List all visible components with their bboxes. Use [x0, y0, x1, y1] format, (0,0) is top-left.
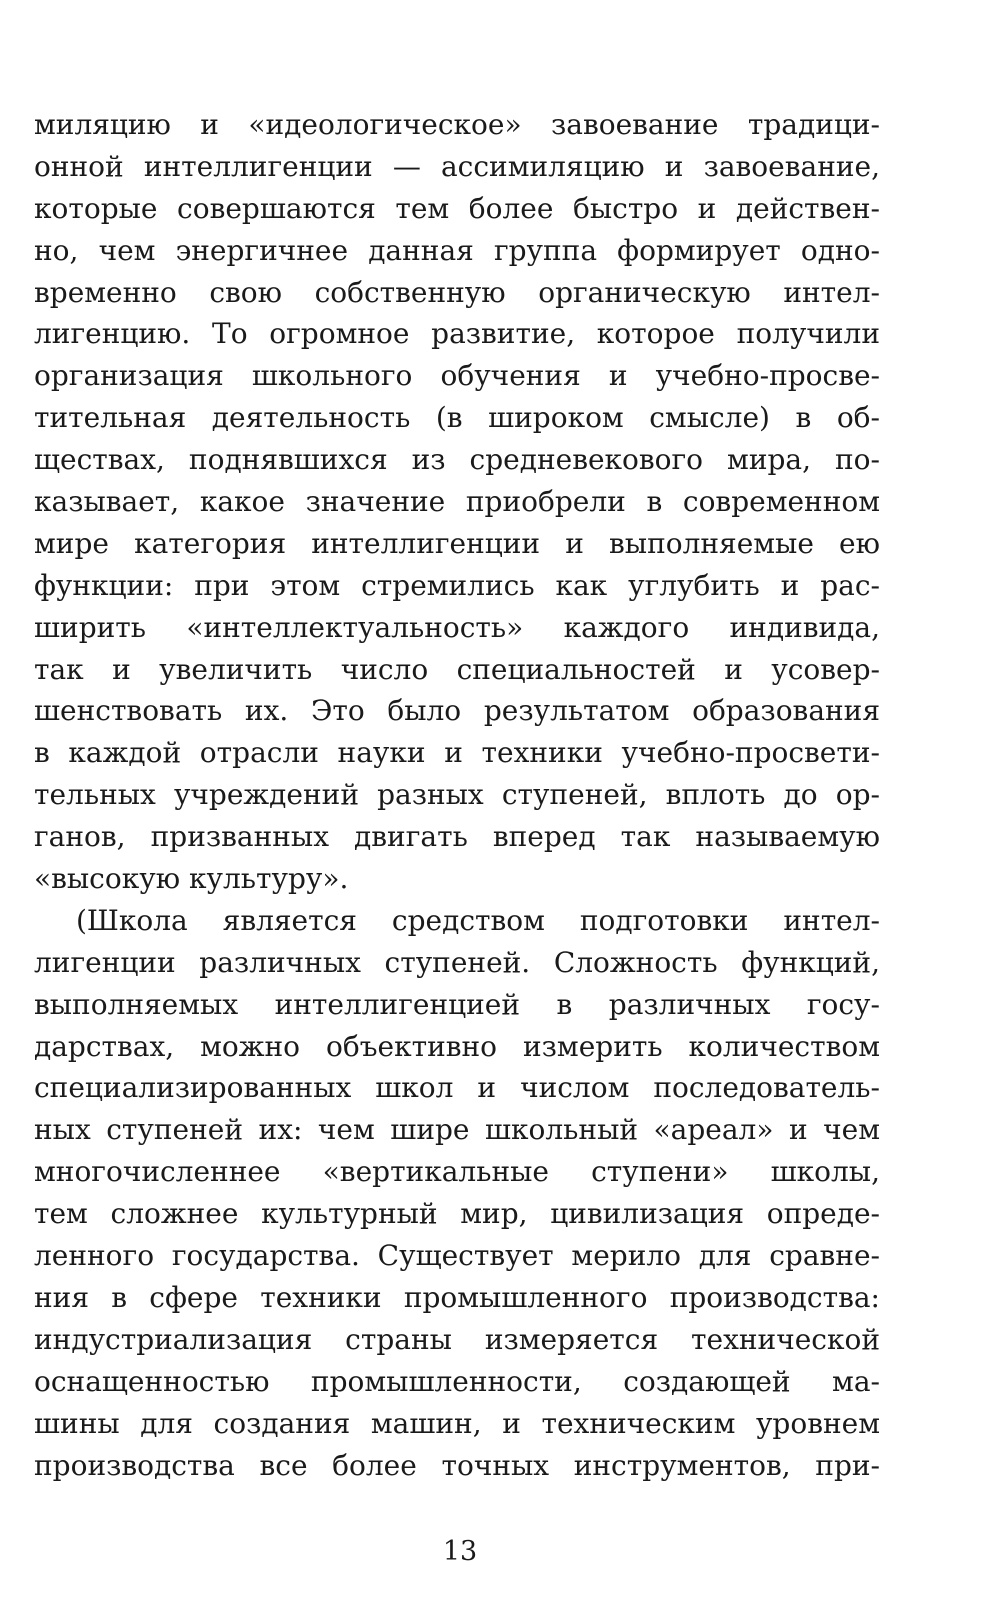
text-line: функции: при этом стремились как углубить и рас-	[34, 568, 880, 602]
text-line: казывает, какое значение приобрели в современном	[34, 485, 880, 519]
text-line: ганов, призванных двигать вперед так называемую	[34, 820, 880, 854]
text-line: организация школьного обучения и учебно-просве-	[34, 359, 880, 393]
text-line: ширить «интеллектуальность» каждого индивида,	[34, 610, 880, 644]
text-line: оснащенностью промышленности, создающей ма-	[34, 1364, 880, 1398]
page-number: 13	[442, 1536, 478, 1567]
text-line: дарствах, можно объективно измерить количеством	[34, 1029, 880, 1063]
text-line: миляцию и «идеологическое» завоевание традици-	[34, 108, 880, 141]
paragraph-first-line: (Школа является средством подготовки интел-	[76, 903, 880, 937]
text-line: многочисленнее «вертикальные ступени» школы,	[34, 1155, 880, 1189]
text-line: тельных учреждений разных ступеней, вплоть до ор-	[34, 778, 880, 812]
text-line: выполняемых интеллигенцией в различных госу-	[34, 987, 880, 1021]
text-line: производства все более точных инструментов, при-	[34, 1448, 880, 1482]
text-line: но, чем энергичнее данная группа формирует одно-	[34, 233, 880, 267]
text-line: лигенцию. То огромное развитие, которое получили	[34, 317, 880, 351]
text-line: так и увеличить число специальностей и усовер-	[34, 652, 880, 686]
text-line: мире категория интеллигенции и выполняемые ею	[34, 526, 880, 560]
text-line: шенствовать их. Это было результатом образования	[34, 694, 880, 728]
text-line: «высокую культуру».	[34, 862, 349, 896]
text-line: ния в сфере техники промышленного производства:	[34, 1280, 880, 1314]
body-text	[34, 104, 880, 1486]
text-line: ных ступеней их: чем шире школьный «ареал» и чем	[34, 1113, 880, 1147]
text-line: которые совершаются тем более быстро и действен-	[34, 191, 880, 225]
text-line: специализированных школ и числом последователь-	[34, 1071, 880, 1105]
text-line: тем сложнее культурный мир, цивилизация опреде-	[34, 1197, 880, 1231]
text-line: в каждой отрасли науки и техники учебно-просвети-	[34, 736, 880, 770]
text-line: шины для создания машин, и техническим уровнем	[34, 1406, 880, 1440]
text-line: онной интеллигенции — ассимиляцию и завоевание,	[34, 149, 880, 183]
text-line: ществах, поднявшихся из средневекового мира, по-	[34, 443, 880, 477]
text-line: ленного государства. Существует мерило для сравне-	[34, 1239, 880, 1273]
text-line: лигенции различных ступеней. Сложность функций,	[34, 945, 880, 979]
text-line: индустриализация страны измеряется технической	[34, 1322, 880, 1356]
text-line: тительная деятельность (в широком смысле) в об-	[34, 401, 880, 435]
text-line: временно свою собственную органическую интел-	[34, 275, 880, 309]
